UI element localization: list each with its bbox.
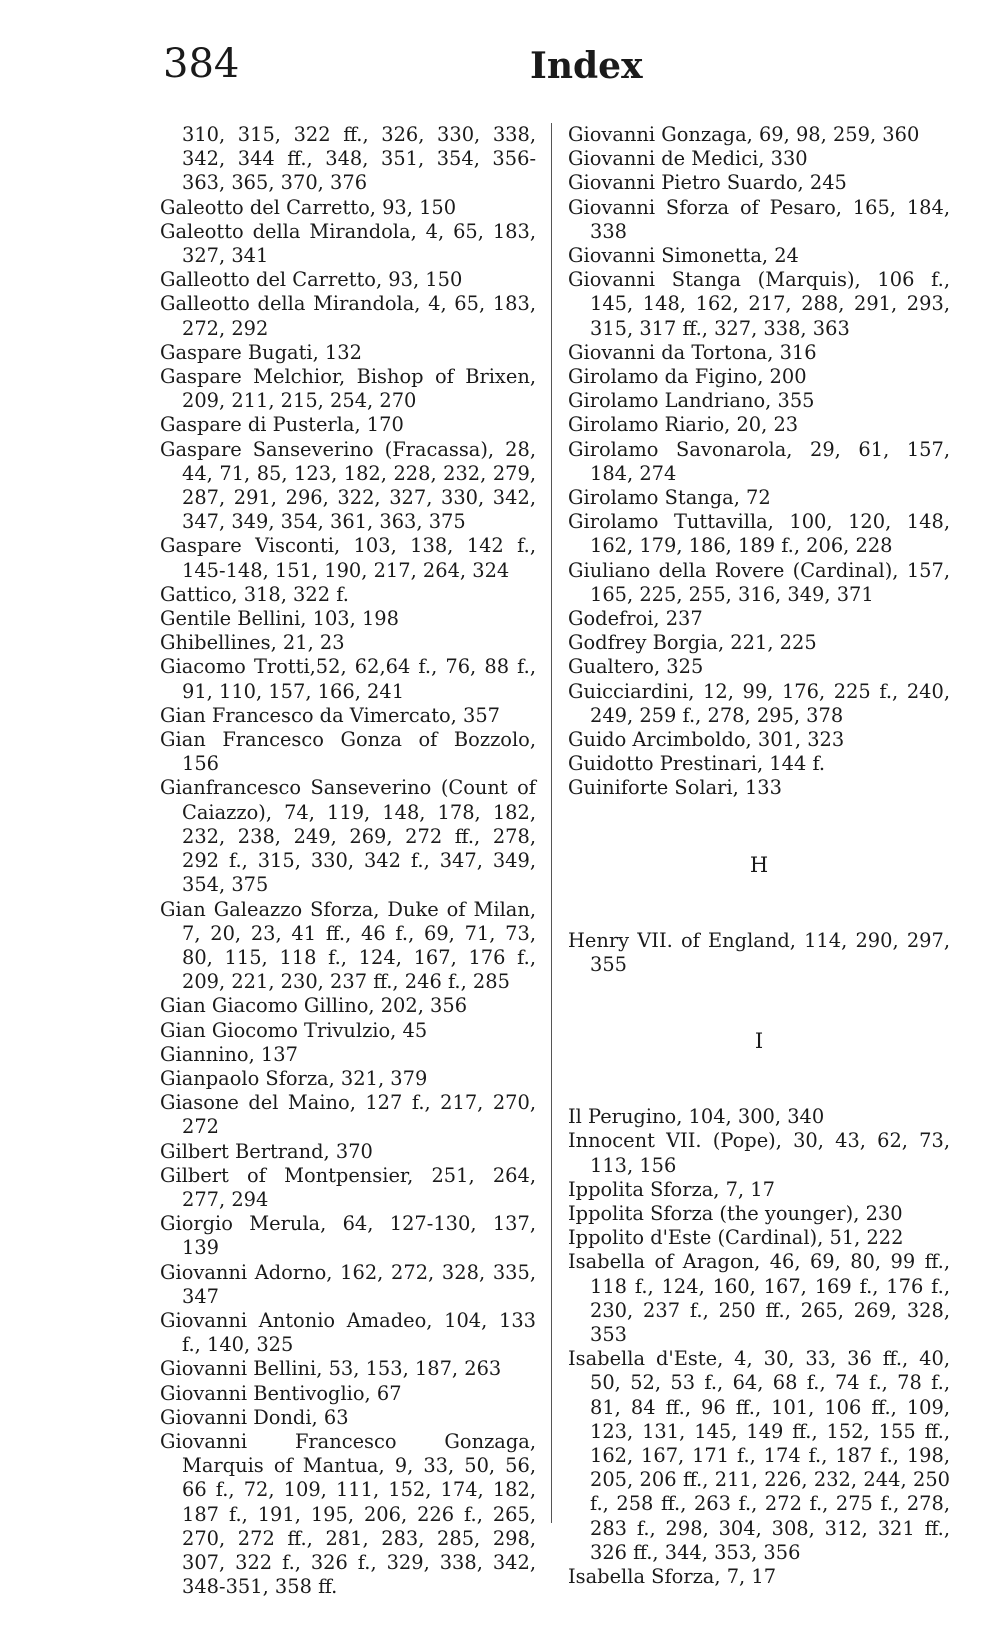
index-entry: Gaspare di Pusterla, 170 xyxy=(160,413,404,437)
index-entry: Gian Francesco da Vimercato, 357 xyxy=(160,703,501,727)
index-entry: Giovanni Adorno, 162, 272, 328, 335, 347 xyxy=(160,1260,536,1308)
index-entry: Girolamo Landriano, 355 xyxy=(568,389,815,413)
index-entry: Innocent VII. (Pope), 30, 43, 62, 73, 113, 156 xyxy=(568,1129,950,1177)
index-entry: Giovanni de Medici, 330 xyxy=(568,147,808,171)
index-entry: Giovanni Gonzaga, 69, 98, 259, 360 xyxy=(568,123,920,146)
index-entry: Girolamo da Figino, 200 xyxy=(568,365,807,389)
index-entry: Giovanni Antonio Amadeo, 104, 133 f., 140, 325 xyxy=(160,1308,536,1357)
index-entry: Giovanni da Tortona, 316 xyxy=(568,340,817,364)
section-letter-h: H xyxy=(749,852,769,877)
index-entry: Isabella Sforza, 7, 17 xyxy=(568,1564,777,1588)
index-entry: Girolamo Savonarola, 29, 61, 157, 184, 274 xyxy=(568,437,950,485)
index-entry: Galeotto della Mirandola, 4, 65, 183, 327, 341 xyxy=(160,219,536,268)
page-title: Index xyxy=(530,45,643,87)
section-letter-i: I xyxy=(754,1029,764,1054)
index-entry: Giorgio Merula, 64, 127-130, 137, 139 xyxy=(160,1212,536,1260)
column-divider xyxy=(551,123,552,1523)
index-entry: Gualtero, 325 xyxy=(568,655,704,679)
index-entry: 310, 315, 322 ff., 326, 330, 338, 342, 344 ff., 348, 351, 354, 356-363, 365, 370, 376 xyxy=(182,123,536,195)
index-entry: Galleotto della Mirandola, 4, 65, 183, 272, 292 xyxy=(160,292,536,340)
index-entry: Gattico, 318, 322 f. xyxy=(160,582,349,606)
index-entry: Guido Arcimboldo, 301, 323 xyxy=(568,728,845,752)
index-entry: Gian Francesco Gonza of Bozzolo, 156 xyxy=(160,728,536,776)
index-entry: Giovanni Sforza of Pesaro, 165, 184, 338 xyxy=(568,195,950,243)
index-entry: Ippolita Sforza (the younger), 230 xyxy=(568,1201,903,1225)
index-entry: Gaspare Visconti, 103, 138, 142 f., 145-148, 151, 190, 217, 264, 324 xyxy=(160,534,536,582)
index-entry: Giacomo Trotti,52, 62,64 f., 76, 88 f., 91, 110, 157, 166, 241 xyxy=(160,655,536,703)
index-entry: Gaspare Melchior, Bishop of Brixen, 209, 211, 215, 254, 270 xyxy=(160,365,536,413)
left-index-column xyxy=(160,123,536,1599)
index-entry: Giovanni Pietro Suardo, 245 xyxy=(568,171,847,195)
index-entry: Giovanni Bentivoglio, 67 xyxy=(160,1381,402,1405)
index-entry: Giasone del Maino, 127 f., 217, 270, 272 xyxy=(160,1091,536,1139)
index-entry: Giovanni Francesco Gonzaga, Marquis of Mantua, 9, 33, 50, 56, 66 f., 72, 109, 111, 152, 174, 182, 187 f., 191, 195, 206, 226 f., 265, 270, 272 ff., 281, 283, 285, 298, 307, 322 f., 326 f., 329, 338, 342, 348-351, 358 ff. xyxy=(160,1429,536,1599)
index-entry: Girolamo Tuttavilla, 100, 120, 148, 162, 179, 186, 189 f., 206, 228 xyxy=(568,510,950,558)
index-entry: Giovanni Simonetta, 24 xyxy=(568,244,799,268)
index-entry: Guidotto Prestinari, 144 f. xyxy=(568,752,826,776)
index-entry: Il Perugino, 104, 300, 340 xyxy=(568,1105,825,1129)
index-entry: Godfrey Borgia, 221, 225 xyxy=(568,631,817,655)
page-number: 384 xyxy=(163,41,240,87)
index-entry: Gian Galeazzo Sforza, Duke of Milan, 7, 20, 23, 41 ff., 46 f., 69, 71, 73, 80, 115, 118 f., 124, 167, 176 f., 209, 221, 230, 237 ff., 246 f., 285 xyxy=(160,897,536,994)
index-entry: Giovanni Bellini, 53, 153, 187, 263 xyxy=(160,1357,502,1381)
index-entry: Girolamo Stanga, 72 xyxy=(568,486,771,510)
index-entry: Gaspare Bugati, 132 xyxy=(160,340,362,364)
index-entry: Ippolito d'Este (Cardinal), 51, 222 xyxy=(568,1226,904,1250)
index-entry: Gilbert Bertrand, 370 xyxy=(160,1139,373,1163)
index-entry: Gentile Bellini, 103, 198 xyxy=(160,607,399,631)
right-index-column xyxy=(568,123,950,1589)
index-entry: Gianpaolo Sforza, 321, 379 xyxy=(160,1066,428,1090)
index-entry: Gian Giocomo Trivulzio, 45 xyxy=(160,1018,428,1042)
index-entry: Isabella d'Este, 4, 30, 33, 36 ff., 40, 50, 52, 53 f., 64, 68 f., 74 f., 78 f., 81, 84 ff., 96 ff., 101, 106 ff., 109, 123, 131, 145, 149 ff., 152, 155 ff., 162, 167, 171 f., 174 f., 187 f., 198, 205, 206 ff., 211, 226, 232, 244, 250 f., 258 ff., 263 f., 272 f., 275 f., 278, 283 f., 298, 304, 308, 312, 321 ff., 326 ff., 344, 353, 356 xyxy=(568,1347,950,1564)
index-entry: Galleotto del Carretto, 93, 150 xyxy=(160,268,463,292)
index-entry: Godefroi, 237 xyxy=(568,607,703,631)
index-entry: Ippolita Sforza, 7, 17 xyxy=(568,1177,775,1201)
index-entry: Gaspare Sanseverino (Fracassa), 28, 44, 71, 85, 123, 182, 228, 232, 279, 287, 291, 296, 322, 327, 330, 342, 347, 349, 354, 361, 363, 375 xyxy=(160,437,536,534)
index-entry: Giovanni Dondi, 63 xyxy=(160,1405,349,1429)
index-entry: Guiniforte Solari, 133 xyxy=(568,776,782,800)
index-entry: Giuliano della Rovere (Cardinal), 157, 165, 225, 255, 316, 349, 371 xyxy=(568,558,950,606)
index-entry: Giannino, 137 xyxy=(160,1042,298,1066)
index-entry: Gilbert of Montpensier, 251, 264, 277, 294 xyxy=(160,1163,536,1211)
index-entry: Galeotto del Carretto, 93, 150 xyxy=(160,195,457,219)
index-entry: Guicciardini, 12, 99, 176, 225 f., 240, 249, 259 f., 278, 295, 378 xyxy=(568,679,950,727)
index-entry: Ghibellines, 21, 23 xyxy=(160,631,345,655)
index-entry: Isabella of Aragon, 46, 69, 80, 99 ff., 118 f., 124, 160, 167, 169 f., 176 f., 230, 237 f., 250 ff., 265, 269, 328, 353 xyxy=(568,1250,950,1346)
index-entry: Giovanni Stanga (Marquis), 106 f., 145, 148, 162, 217, 288, 291, 293, 315, 317 ff., 327, 338, 363 xyxy=(568,268,950,340)
index-entry: Gianfrancesco Sanseverino (Count of Caiazzo), 74, 119, 148, 178, 182, 232, 238, 249, 269, 272 ff., 278, 292 f., 315, 330, 342 f., 347, 349, 354, 375 xyxy=(160,776,536,897)
index-entry: Gian Giacomo Gillino, 202, 356 xyxy=(160,994,468,1018)
index-entry: Henry VII. of England, 114, 290, 297, 355 xyxy=(568,928,950,976)
index-entry: Girolamo Riario, 20, 23 xyxy=(568,413,799,437)
